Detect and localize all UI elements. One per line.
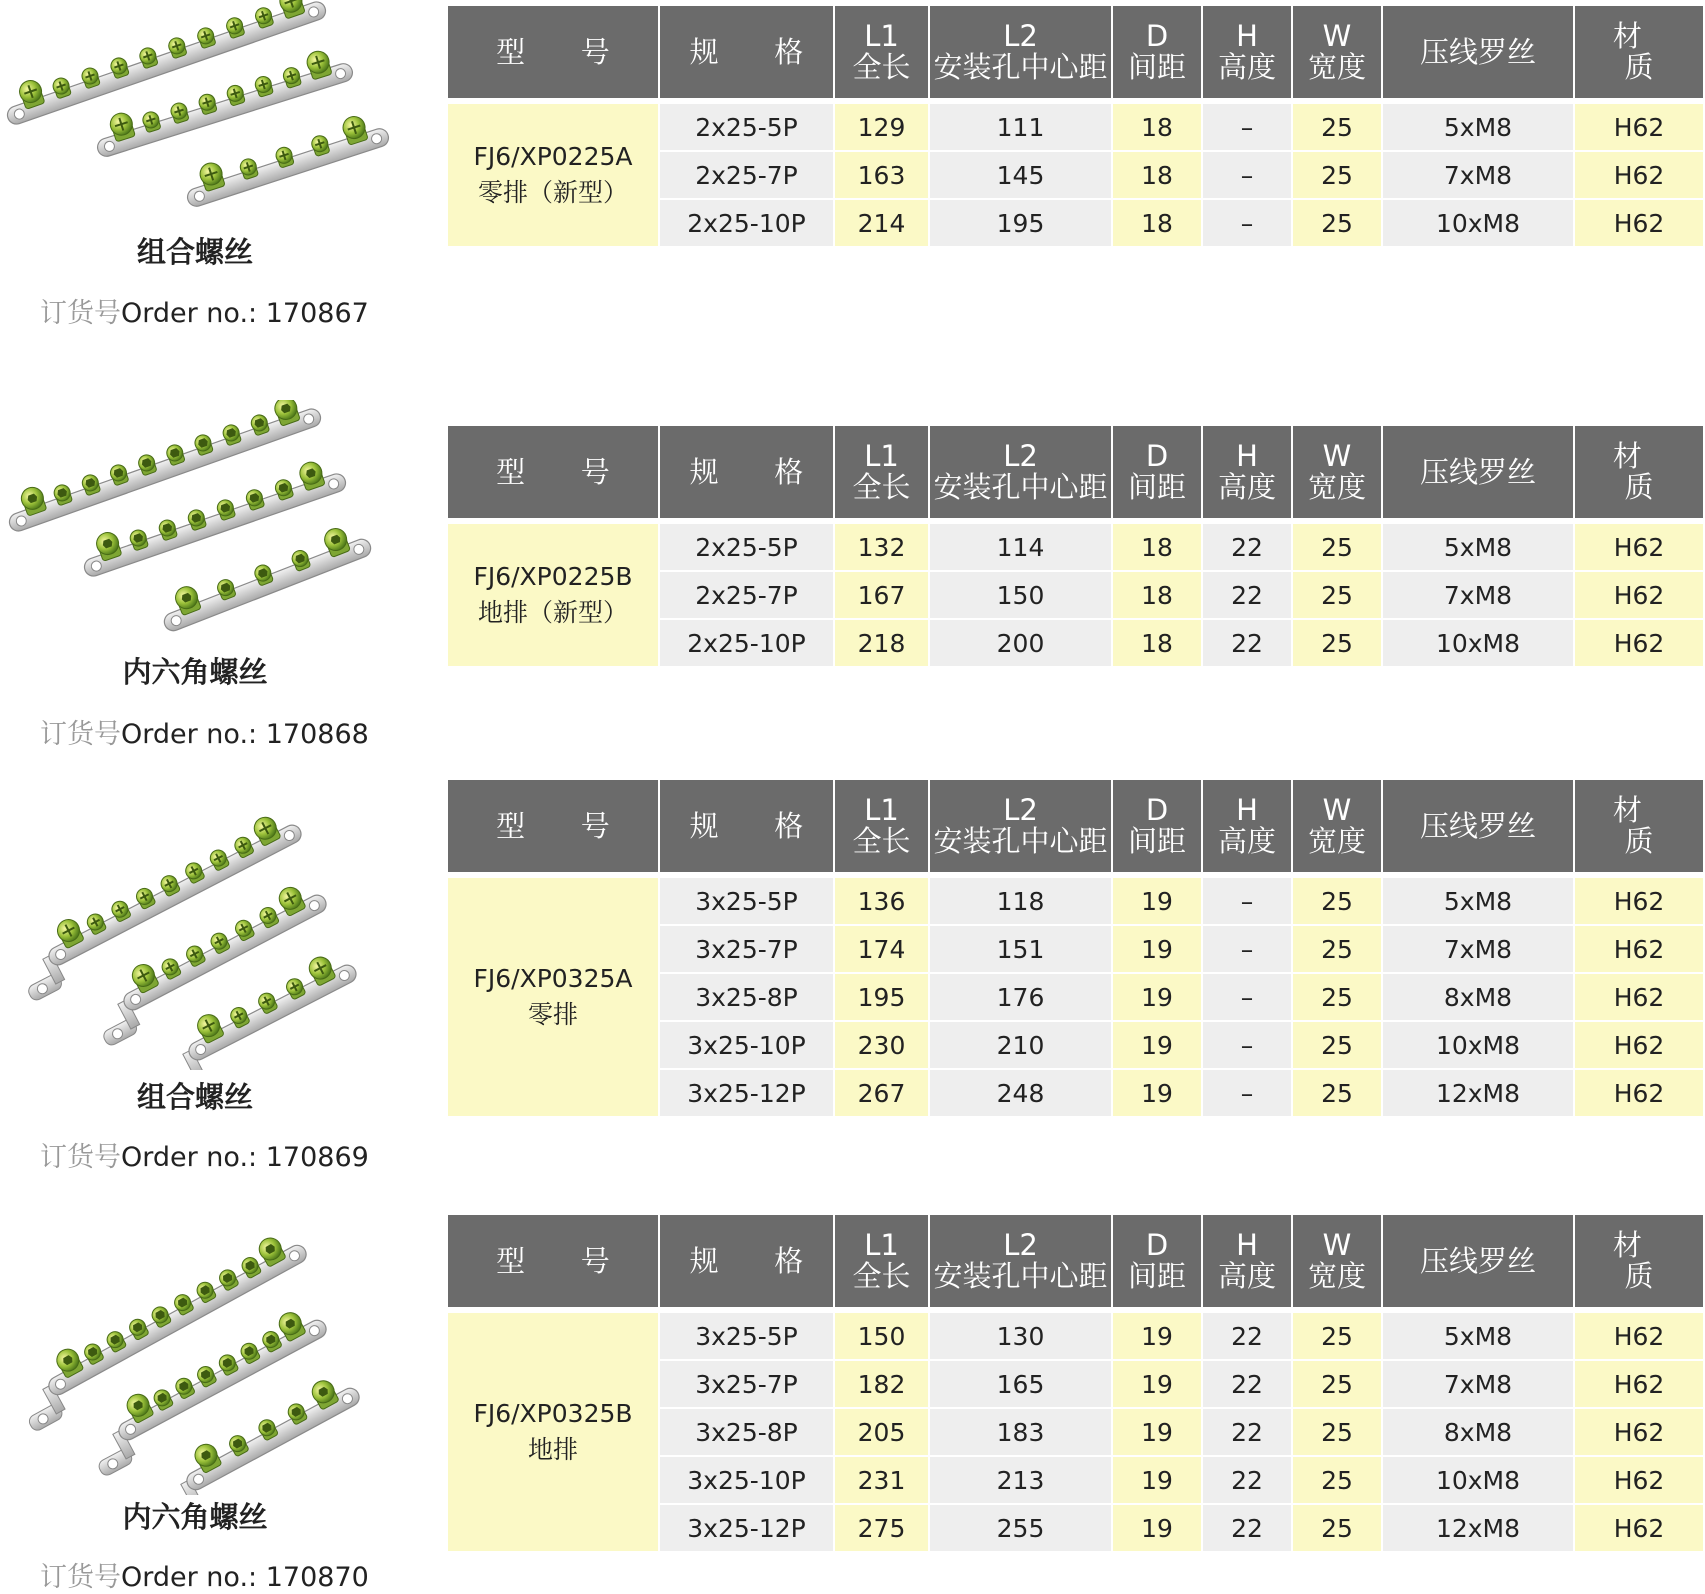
header-screw: 压线罗丝 [1383,426,1575,524]
cell-d: 19 [1113,1505,1203,1553]
cell-d: 19 [1113,1409,1203,1457]
header-screw: 压线罗丝 [1383,6,1575,104]
cell-screw: 10xM8 [1383,1457,1575,1505]
order-prefix: Order no.: [121,719,266,750]
header-w: W 宽度 [1293,6,1383,104]
header-w: W 宽度 [1293,1215,1383,1313]
cell-d: 19 [1113,1022,1203,1070]
cell-h: 22 [1203,1409,1293,1457]
product-caption: 内六角螺丝 [122,655,268,689]
order-label: 订货号 [40,1562,121,1593]
terminal-bar-image-4 [0,1215,410,1495]
cell-h: – [1203,1022,1293,1070]
cell-material: H62 [1575,1457,1703,1505]
cell-d: 18 [1113,572,1203,620]
header-spec: 规 格 [660,780,835,878]
cell-w: 25 [1293,878,1383,926]
cell-l2: 255 [930,1505,1113,1553]
cell-l2: 210 [930,1022,1113,1070]
cell-d: 18 [1113,200,1203,248]
cell-screw: 7xM8 [1383,926,1575,974]
model-cell: FJ6/XP0325A 零排 [448,878,660,1118]
cell-w: 25 [1293,200,1383,248]
cell-l2: 176 [930,974,1113,1022]
cell-spec: 2x25-5P [660,524,835,572]
cell-h: – [1203,104,1293,152]
header-l2: L2 安装孔中心距 [930,780,1113,878]
cell-screw: 5xM8 [1383,878,1575,926]
header-d: D 间距 [1113,780,1203,878]
cell-material: H62 [1575,104,1703,152]
cell-w: 25 [1293,104,1383,152]
cell-w: 25 [1293,1361,1383,1409]
cell-screw: 5xM8 [1383,1313,1575,1361]
cell-material: H62 [1575,1361,1703,1409]
cell-material: H62 [1575,1409,1703,1457]
cell-l1: 163 [835,152,930,200]
cell-l1: 231 [835,1457,930,1505]
cell-h: 22 [1203,1313,1293,1361]
cell-material: H62 [1575,1313,1703,1361]
cell-screw: 8xM8 [1383,1409,1575,1457]
cell-material: H62 [1575,878,1703,926]
cell-screw: 7xM8 [1383,152,1575,200]
cell-material: H62 [1575,200,1703,248]
cell-l1: 132 [835,524,930,572]
cell-h: 22 [1203,1361,1293,1409]
cell-l1: 218 [835,620,930,668]
cell-spec: 3x25-8P [660,1409,835,1457]
header-w: W 宽度 [1293,426,1383,524]
header-screw: 压线罗丝 [1383,780,1575,878]
cell-material: H62 [1575,926,1703,974]
cell-spec: 3x25-8P [660,974,835,1022]
header-screw: 压线罗丝 [1383,1215,1575,1313]
cell-l1: 150 [835,1313,930,1361]
order-label: 订货号 [40,298,121,329]
cell-l2: 183 [930,1409,1113,1457]
cell-screw: 12xM8 [1383,1070,1575,1118]
cell-w: 25 [1293,572,1383,620]
header-h: H 高度 [1203,6,1293,104]
terminal-bar-image-2 [0,400,410,640]
cell-l2: 114 [930,524,1113,572]
product-block-2 [0,400,410,750]
cell-w: 25 [1293,1070,1383,1118]
product-block-3 [0,780,410,1173]
cell-l1: 136 [835,878,930,926]
header-h: H 高度 [1203,780,1293,878]
cell-l2: 151 [930,926,1113,974]
cell-w: 25 [1293,620,1383,668]
product-caption: 组合螺丝 [136,235,253,269]
cell-spec: 3x25-10P [660,1457,835,1505]
cell-spec: 2x25-7P [660,152,835,200]
header-l2: L2 安装孔中心距 [930,426,1113,524]
cell-spec: 3x25-12P [660,1505,835,1553]
cell-screw: 7xM8 [1383,572,1575,620]
cell-material: H62 [1575,620,1703,668]
cell-screw: 12xM8 [1383,1505,1575,1553]
table-header-row [448,426,1703,524]
cell-h: – [1203,926,1293,974]
cell-l2: 150 [930,572,1113,620]
order-number [40,1555,420,1594]
table-header-row [448,6,1703,104]
header-w: W 宽度 [1293,780,1383,878]
cell-h: – [1203,1070,1293,1118]
header-model: 型 号 [448,1215,660,1313]
order-number [40,712,420,751]
cell-material: H62 [1575,572,1703,620]
cell-d: 19 [1113,1070,1203,1118]
header-h: H 高度 [1203,1215,1293,1313]
header-l1: L1 全长 [835,780,930,878]
cell-l1: 195 [835,974,930,1022]
model-cell: FJ6/XP0325B 地排 [448,1313,660,1553]
cell-screw: 5xM8 [1383,104,1575,152]
header-d: D 间距 [1113,1215,1203,1313]
cell-w: 25 [1293,152,1383,200]
cell-screw: 7xM8 [1383,1361,1575,1409]
header-spec: 规 格 [660,426,835,524]
cell-l2: 200 [930,620,1113,668]
header-material: 材 质 [1575,1215,1703,1313]
cell-l2: 111 [930,104,1113,152]
cell-h: 22 [1203,524,1293,572]
cell-l2: 118 [930,878,1113,926]
cell-material: H62 [1575,524,1703,572]
cell-l2: 165 [930,1361,1113,1409]
order-value: 170868 [265,719,369,750]
cell-spec: 2x25-5P [660,104,835,152]
cell-d: 19 [1113,974,1203,1022]
cell-l2: 145 [930,152,1113,200]
cell-w: 25 [1293,1505,1383,1553]
cell-d: 19 [1113,1457,1203,1505]
cell-d: 18 [1113,104,1203,152]
product-block-4 [0,1215,410,1593]
header-d: D 间距 [1113,426,1203,524]
cell-screw: 5xM8 [1383,524,1575,572]
cell-material: H62 [1575,1070,1703,1118]
order-value: 170870 [265,1562,369,1593]
header-l1: L1 全长 [835,426,930,524]
cell-spec: 3x25-7P [660,926,835,974]
order-number [40,1135,420,1174]
order-prefix: Order no.: [121,1562,266,1593]
cell-w: 25 [1293,1313,1383,1361]
cell-l1: 205 [835,1409,930,1457]
header-l2: L2 安装孔中心距 [930,1215,1113,1313]
cell-d: 18 [1113,620,1203,668]
spec-table-1 [448,6,1703,248]
cell-h: 22 [1203,1457,1293,1505]
table-row [448,104,1703,152]
cell-spec: 3x25-7P [660,1361,835,1409]
cell-l2: 195 [930,200,1113,248]
table-row [448,524,1703,572]
terminal-bar-image-3 [0,780,410,1070]
cell-material: H62 [1575,1505,1703,1553]
cell-d: 19 [1113,878,1203,926]
cell-l1: 174 [835,926,930,974]
order-prefix: Order no.: [121,1142,266,1173]
spec-table-2 [448,426,1703,668]
header-l2: L2 安装孔中心距 [930,6,1113,104]
table-row [448,878,1703,926]
cell-w: 25 [1293,926,1383,974]
cell-l1: 214 [835,200,930,248]
header-material: 材 质 [1575,426,1703,524]
cell-w: 25 [1293,974,1383,1022]
cell-h: – [1203,152,1293,200]
cell-h: 22 [1203,1505,1293,1553]
cell-h: 22 [1203,572,1293,620]
cell-screw: 10xM8 [1383,620,1575,668]
product-block-1 [0,0,410,330]
cell-d: 19 [1113,1361,1203,1409]
header-l1: L1 全长 [835,6,930,104]
cell-material: H62 [1575,152,1703,200]
product-caption: 组合螺丝 [136,1080,253,1114]
cell-l1: 167 [835,572,930,620]
order-prefix: Order no.: [121,298,266,329]
cell-spec: 3x25-12P [660,1070,835,1118]
cell-w: 25 [1293,524,1383,572]
header-material: 材 质 [1575,6,1703,104]
cell-spec: 3x25-10P [660,1022,835,1070]
cell-d: 19 [1113,1313,1203,1361]
product-caption: 内六角螺丝 [122,1500,268,1534]
cell-d: 18 [1113,152,1203,200]
cell-d: 18 [1113,524,1203,572]
header-model: 型 号 [448,6,660,104]
cell-w: 25 [1293,1457,1383,1505]
order-label: 订货号 [40,1142,121,1173]
cell-l1: 230 [835,1022,930,1070]
header-h: H 高度 [1203,426,1293,524]
cell-h: – [1203,974,1293,1022]
header-material: 材 质 [1575,780,1703,878]
cell-l1: 182 [835,1361,930,1409]
cell-h: – [1203,878,1293,926]
cell-l2: 130 [930,1313,1113,1361]
spec-table-4 [448,1215,1703,1553]
terminal-bar-image-1 [0,0,410,225]
cell-l2: 248 [930,1070,1113,1118]
cell-w: 25 [1293,1409,1383,1457]
order-label: 订货号 [40,719,121,750]
cell-spec: 2x25-10P [660,200,835,248]
order-value: 170869 [265,1142,369,1173]
cell-h: – [1203,200,1293,248]
cell-screw: 10xM8 [1383,200,1575,248]
header-model: 型 号 [448,426,660,524]
order-value: 170867 [265,298,369,329]
table-header-row [448,1215,1703,1313]
cell-screw: 10xM8 [1383,1022,1575,1070]
header-spec: 规 格 [660,1215,835,1313]
cell-spec: 3x25-5P [660,1313,835,1361]
cell-w: 25 [1293,1022,1383,1070]
cell-l1: 275 [835,1505,930,1553]
cell-h: 22 [1203,620,1293,668]
cell-l1: 267 [835,1070,930,1118]
cell-screw: 8xM8 [1383,974,1575,1022]
order-number [40,291,420,330]
cell-material: H62 [1575,1022,1703,1070]
spec-table-3 [448,780,1703,1118]
table-row [448,1313,1703,1361]
table-header-row [448,780,1703,878]
cell-d: 19 [1113,926,1203,974]
cell-spec: 2x25-7P [660,572,835,620]
header-l1: L1 全长 [835,1215,930,1313]
model-cell: FJ6/XP0225A 零排（新型） [448,104,660,248]
cell-l2: 213 [930,1457,1113,1505]
header-d: D 间距 [1113,6,1203,104]
cell-material: H62 [1575,974,1703,1022]
header-spec: 规 格 [660,6,835,104]
cell-spec: 2x25-10P [660,620,835,668]
header-model: 型 号 [448,780,660,878]
model-cell: FJ6/XP0225B 地排（新型） [448,524,660,668]
cell-spec: 3x25-5P [660,878,835,926]
cell-l1: 129 [835,104,930,152]
